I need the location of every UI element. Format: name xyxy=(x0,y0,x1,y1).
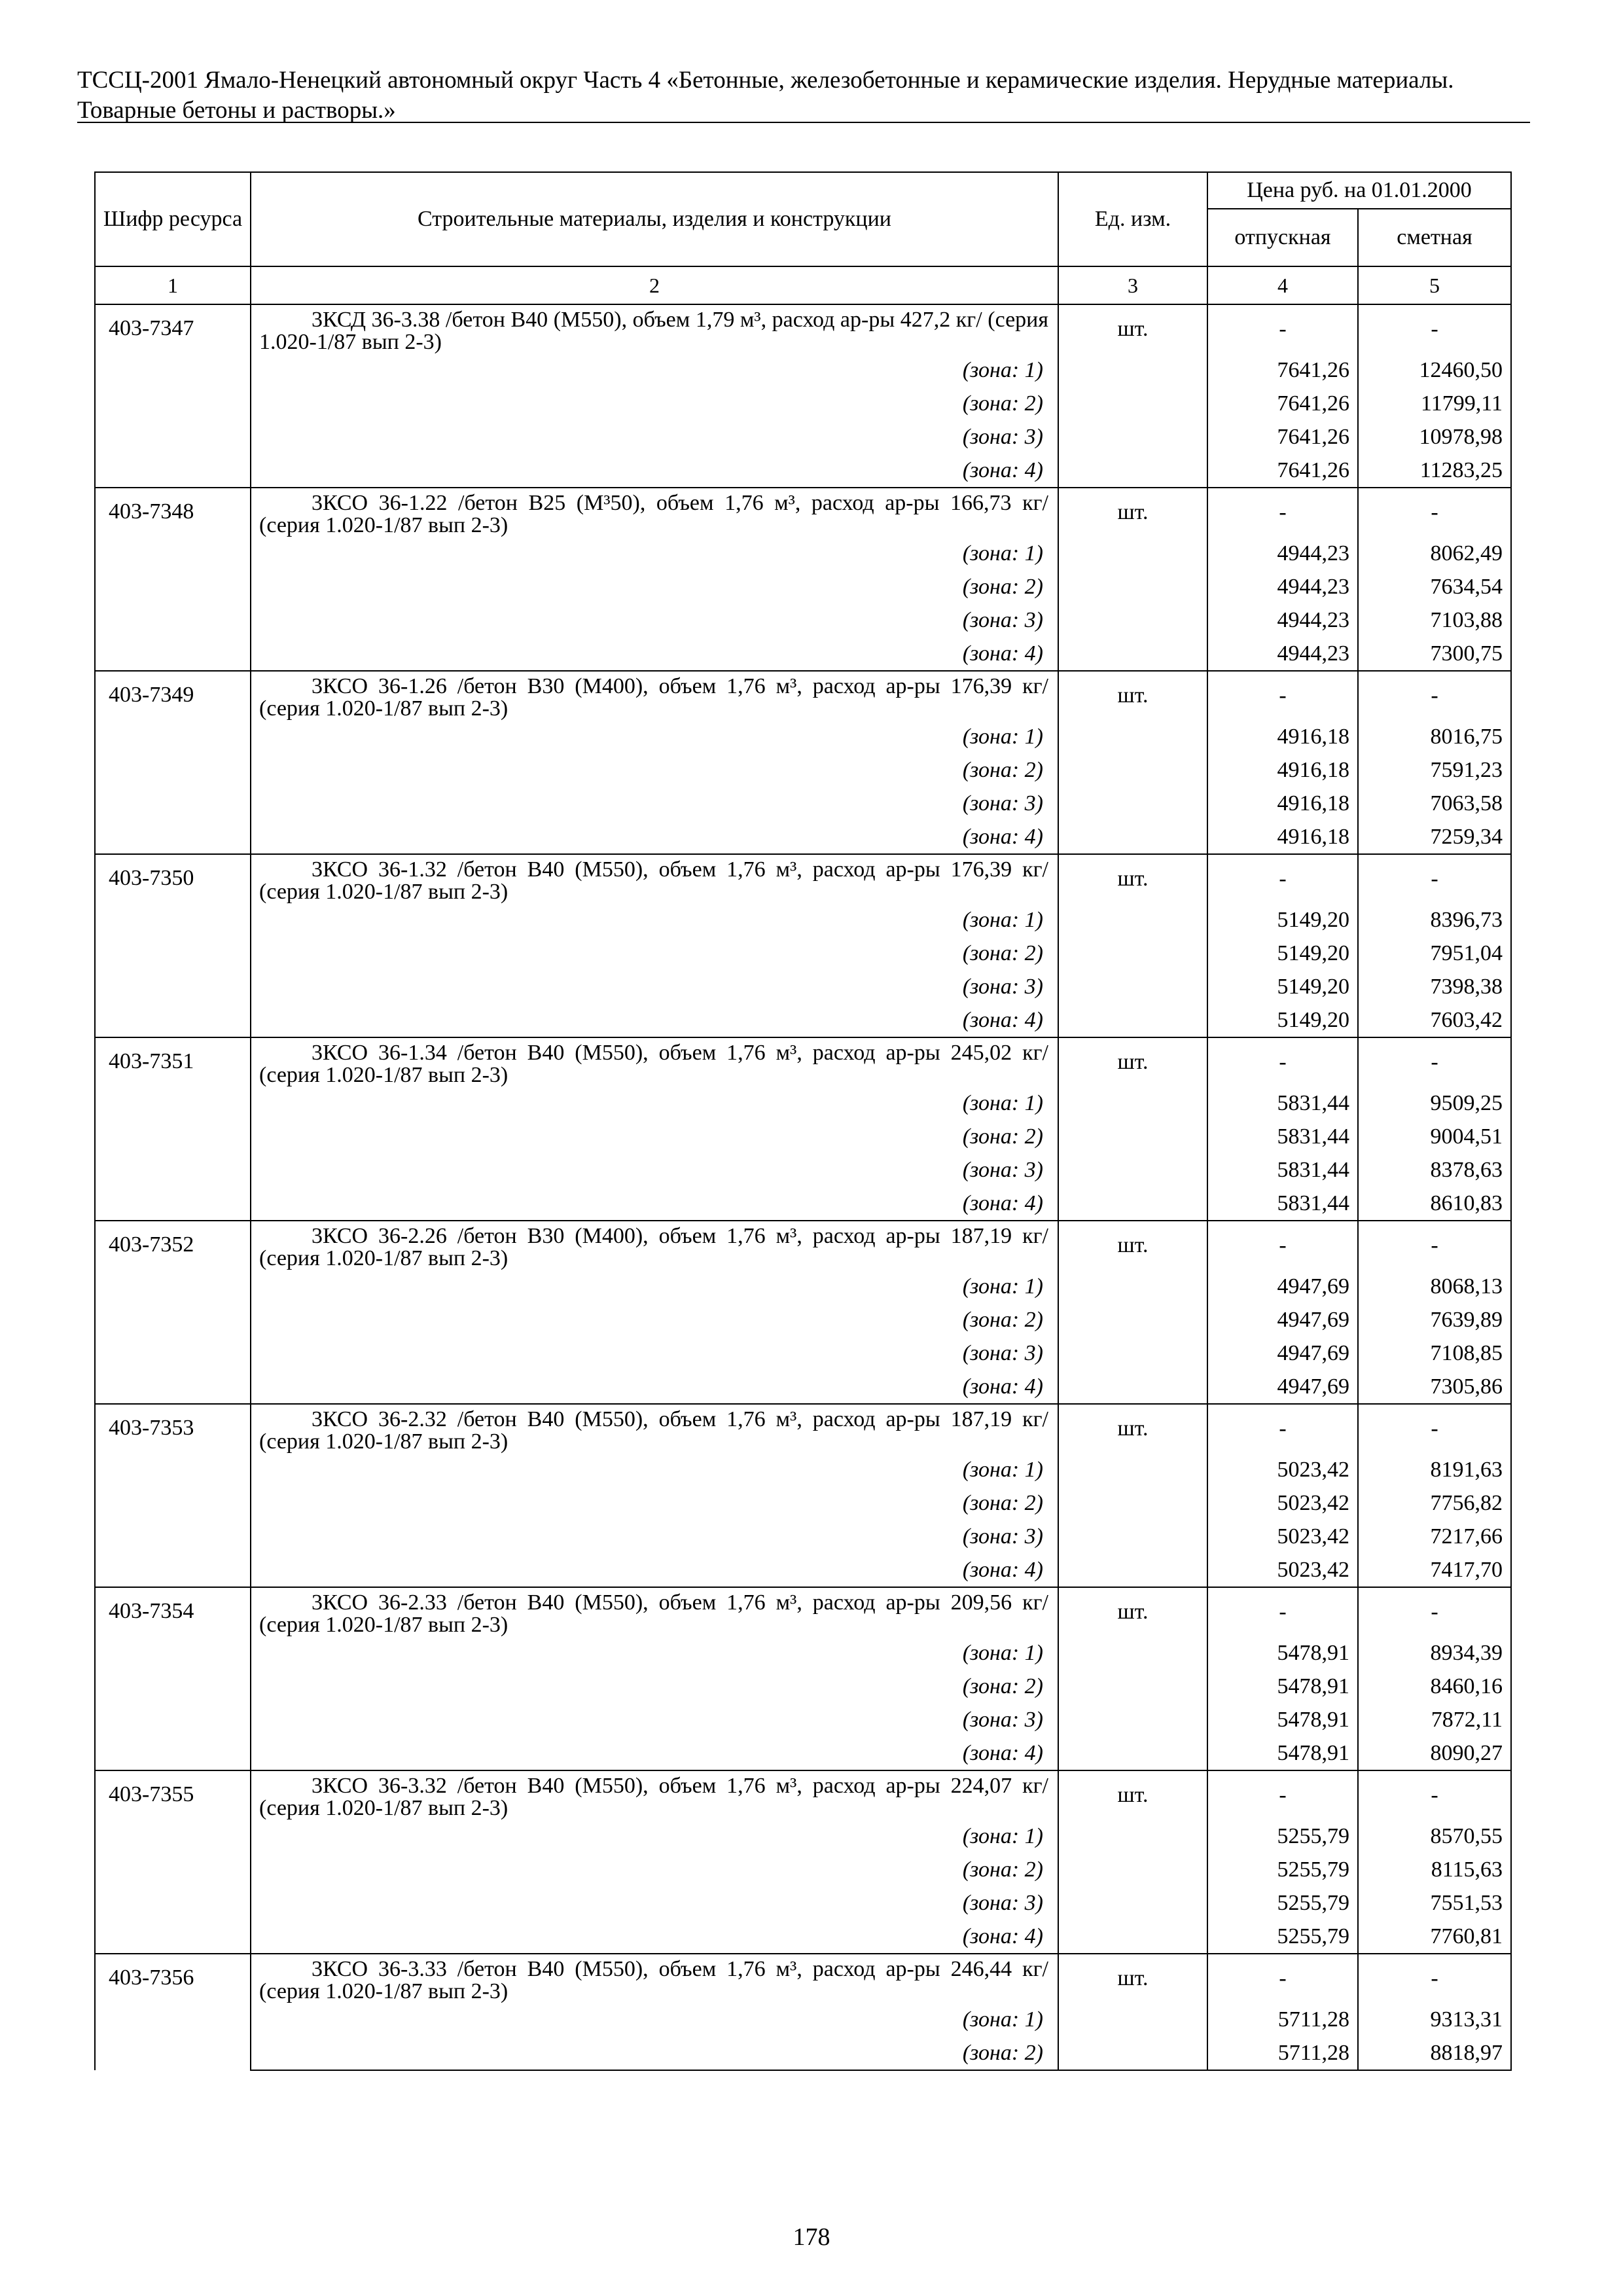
zone-label: (зона: 4) xyxy=(251,1187,1058,1221)
zone-estimate-price: 8460,16 xyxy=(1358,1670,1511,1703)
resource-code: 403-7350 xyxy=(95,854,251,1037)
zone-estimate-price: 7760,81 xyxy=(1358,1920,1511,1954)
zone-release-price: 5255,79 xyxy=(1207,1920,1358,1954)
table-row xyxy=(95,1404,1511,1453)
material-description-text: 3КСО 36-1.26 /бетон В30 (М400), объем 1,76 м³, расход ар-ры 176,39 кг/ (серия 1.020-1/87 вып 2-3) xyxy=(259,674,1048,721)
col-header-unit: Ед. изм. xyxy=(1058,172,1207,266)
zone-estimate-price: 7217,66 xyxy=(1358,1520,1511,1553)
zone-release-price: 5831,44 xyxy=(1207,1187,1358,1221)
zone-release-price: 5023,42 xyxy=(1207,1453,1358,1486)
zone-estimate-price: 10978,98 xyxy=(1358,420,1511,454)
release-price: - xyxy=(1207,671,1358,720)
zone-label: (зона: 4) xyxy=(251,1920,1058,1954)
zone-release-price: 7641,26 xyxy=(1207,454,1358,488)
estimate-price: - xyxy=(1358,1587,1511,1636)
zone-label: (зона: 3) xyxy=(251,603,1058,637)
zone-label: (зона: 3) xyxy=(251,1520,1058,1553)
zone-unit xyxy=(1058,1086,1207,1120)
material-description xyxy=(251,1587,1058,1636)
material-description xyxy=(251,1770,1058,1820)
zone-release-price: 5023,42 xyxy=(1207,1486,1358,1520)
table-row xyxy=(95,1770,1511,1820)
zone-release-price: 7641,26 xyxy=(1207,420,1358,454)
zone-release-price: 4947,69 xyxy=(1207,1270,1358,1303)
zone-row xyxy=(95,1370,1511,1404)
table-body xyxy=(95,304,1511,2070)
resource-code: 403-7349 xyxy=(95,671,251,854)
zone-row xyxy=(95,1153,1511,1187)
zone-unit xyxy=(1058,820,1207,854)
table-row xyxy=(95,854,1511,903)
zone-row xyxy=(95,387,1511,420)
zone-row xyxy=(95,1636,1511,1670)
zone-release-price: 5831,44 xyxy=(1207,1086,1358,1120)
price-table xyxy=(94,171,1512,2071)
zone-estimate-price: 8610,83 xyxy=(1358,1187,1511,1221)
material-description-text: 3КСО 36-3.32 /бетон В40 (М550), объем 1,76 м³, расход ар-ры 224,07 кг/ (серия 1.020-1/87 вып 2-3) xyxy=(259,1774,1048,1820)
zone-estimate-price: 7591,23 xyxy=(1358,753,1511,787)
zone-row xyxy=(95,1553,1511,1587)
zone-estimate-price: 8016,75 xyxy=(1358,720,1511,753)
zone-label: (зона: 1) xyxy=(251,903,1058,937)
zone-unit xyxy=(1058,1270,1207,1303)
zone-label: (зона: 1) xyxy=(251,353,1058,387)
header-line-1: ТССЦ-2001 Ямало-Ненецкий автономный округ Часть 4 «Бетонные, железобетонные и керамические изделия. Нерудные материалы. xyxy=(77,67,1454,94)
zone-estimate-price: 7103,88 xyxy=(1358,603,1511,637)
col-header-price: Цена руб. на 01.01.2000 xyxy=(1207,172,1511,209)
zone-label: (зона: 3) xyxy=(251,1703,1058,1736)
estimate-price: - xyxy=(1358,671,1511,720)
zone-unit xyxy=(1058,387,1207,420)
zone-unit xyxy=(1058,753,1207,787)
zone-unit xyxy=(1058,2003,1207,2036)
material-description xyxy=(251,854,1058,903)
unit: шт. xyxy=(1058,854,1207,903)
zone-unit xyxy=(1058,1453,1207,1486)
zone-unit xyxy=(1058,454,1207,488)
zone-row xyxy=(95,970,1511,1003)
estimate-price: - xyxy=(1358,1954,1511,2003)
zone-row xyxy=(95,454,1511,488)
zone-estimate-price: 9509,25 xyxy=(1358,1086,1511,1120)
zone-estimate-price: 12460,50 xyxy=(1358,353,1511,387)
zone-label: (зона: 3) xyxy=(251,420,1058,454)
zone-release-price: 4947,69 xyxy=(1207,1336,1358,1370)
zone-row xyxy=(95,537,1511,570)
resource-code: 403-7348 xyxy=(95,488,251,671)
estimate-price: - xyxy=(1358,854,1511,903)
zone-label: (зона: 1) xyxy=(251,1453,1058,1486)
table-row xyxy=(95,488,1511,537)
zone-label: (зона: 2) xyxy=(251,387,1058,420)
unit: шт. xyxy=(1058,1770,1207,1820)
col-number-2: 2 xyxy=(251,266,1058,304)
zone-row xyxy=(95,1336,1511,1370)
zone-unit xyxy=(1058,970,1207,1003)
zone-row xyxy=(95,1670,1511,1703)
zone-label: (зона: 1) xyxy=(251,1636,1058,1670)
zone-row xyxy=(95,1120,1511,1153)
zone-estimate-price: 8191,63 xyxy=(1358,1453,1511,1486)
zone-label: (зона: 2) xyxy=(251,1670,1058,1703)
zone-row xyxy=(95,1886,1511,1920)
zone-unit xyxy=(1058,720,1207,753)
zone-row xyxy=(95,1703,1511,1736)
col-header-release: отпускная xyxy=(1207,209,1358,266)
zone-release-price: 4944,23 xyxy=(1207,570,1358,603)
document-header xyxy=(77,65,1517,126)
zone-unit xyxy=(1058,1003,1207,1037)
zone-label: (зона: 4) xyxy=(251,1370,1058,1404)
zone-unit xyxy=(1058,637,1207,671)
zone-release-price: 5149,20 xyxy=(1207,937,1358,970)
zone-label: (зона: 2) xyxy=(251,1853,1058,1886)
zone-label: (зона: 4) xyxy=(251,1553,1058,1587)
zone-unit xyxy=(1058,2036,1207,2070)
col-number-1: 1 xyxy=(95,266,251,304)
zone-unit xyxy=(1058,937,1207,970)
zone-estimate-price: 7063,58 xyxy=(1358,787,1511,820)
zone-release-price: 5149,20 xyxy=(1207,1003,1358,1037)
zone-estimate-price: 8934,39 xyxy=(1358,1636,1511,1670)
zone-unit xyxy=(1058,1636,1207,1670)
zone-unit xyxy=(1058,1486,1207,1520)
header-line-2: Товарные бетоны и растворы.» xyxy=(77,97,396,124)
zone-estimate-price: 7417,70 xyxy=(1358,1553,1511,1587)
release-price: - xyxy=(1207,1037,1358,1086)
zone-estimate-price: 7634,54 xyxy=(1358,570,1511,603)
zone-release-price: 5478,91 xyxy=(1207,1636,1358,1670)
zone-release-price: 4916,18 xyxy=(1207,820,1358,854)
zone-label: (зона: 4) xyxy=(251,1736,1058,1770)
zone-unit xyxy=(1058,1153,1207,1187)
release-price: - xyxy=(1207,1954,1358,2003)
table-row xyxy=(95,671,1511,720)
zone-release-price: 4944,23 xyxy=(1207,537,1358,570)
resource-code: 403-7355 xyxy=(95,1770,251,1954)
material-description xyxy=(251,671,1058,720)
zone-release-price: 5255,79 xyxy=(1207,1886,1358,1920)
zone-unit xyxy=(1058,1370,1207,1404)
table-row xyxy=(95,304,1511,353)
zone-row xyxy=(95,937,1511,970)
material-description xyxy=(251,1037,1058,1086)
zone-release-price: 4916,18 xyxy=(1207,787,1358,820)
zone-row xyxy=(95,353,1511,387)
table-row xyxy=(95,1954,1511,2003)
zone-label: (зона: 3) xyxy=(251,1153,1058,1187)
unit: шт. xyxy=(1058,1587,1207,1636)
zone-label: (зона: 4) xyxy=(251,454,1058,488)
zone-release-price: 5478,91 xyxy=(1207,1703,1358,1736)
estimate-price: - xyxy=(1358,1221,1511,1270)
col-header-code: Шифр ресурса xyxy=(95,172,251,266)
zone-unit xyxy=(1058,1553,1207,1587)
zone-label: (зона: 2) xyxy=(251,1120,1058,1153)
zone-estimate-price: 7108,85 xyxy=(1358,1336,1511,1370)
resource-code: 403-7354 xyxy=(95,1587,251,1770)
zone-label: (зона: 2) xyxy=(251,1303,1058,1336)
zone-row xyxy=(95,1736,1511,1770)
zone-unit xyxy=(1058,787,1207,820)
zone-estimate-price: 8570,55 xyxy=(1358,1820,1511,1853)
zone-row xyxy=(95,2036,1511,2070)
zone-estimate-price: 7603,42 xyxy=(1358,1003,1511,1037)
zone-release-price: 5255,79 xyxy=(1207,1820,1358,1853)
zone-estimate-price: 7756,82 xyxy=(1358,1486,1511,1520)
zone-label: (зона: 2) xyxy=(251,570,1058,603)
zone-estimate-price: 9313,31 xyxy=(1358,2003,1511,2036)
zone-release-price: 4947,69 xyxy=(1207,1370,1358,1404)
material-description xyxy=(251,488,1058,537)
header-rule xyxy=(77,122,1530,123)
release-price: - xyxy=(1207,304,1358,353)
zone-row xyxy=(95,2003,1511,2036)
material-description-text: 3КСО 36-1.22 /бетон В25 (М³50), объем 1,76 м³, расход ар-ры 166,73 кг/ (серия 1.020-1/87 вып 2-3) xyxy=(259,491,1048,537)
zone-row xyxy=(95,903,1511,937)
zone-estimate-price: 8378,63 xyxy=(1358,1153,1511,1187)
release-price: - xyxy=(1207,1221,1358,1270)
zone-release-price: 5478,91 xyxy=(1207,1670,1358,1703)
unit: шт. xyxy=(1058,671,1207,720)
zone-estimate-price: 7872,11 xyxy=(1358,1703,1511,1736)
zone-release-price: 4944,23 xyxy=(1207,637,1358,671)
zone-unit xyxy=(1058,1820,1207,1853)
zone-unit xyxy=(1058,1736,1207,1770)
zone-row xyxy=(95,1303,1511,1336)
zone-label: (зона: 3) xyxy=(251,970,1058,1003)
zone-estimate-price: 8068,13 xyxy=(1358,1270,1511,1303)
col-header-name: Строительные материалы, изделия и конструкции xyxy=(251,172,1058,266)
zone-release-price: 7641,26 xyxy=(1207,387,1358,420)
release-price: - xyxy=(1207,488,1358,537)
zone-row xyxy=(95,570,1511,603)
zone-estimate-price: 8090,27 xyxy=(1358,1736,1511,1770)
zone-unit xyxy=(1058,1187,1207,1221)
zone-unit xyxy=(1058,903,1207,937)
zone-estimate-price: 8818,97 xyxy=(1358,2036,1511,2070)
zone-row xyxy=(95,420,1511,454)
zone-label: (зона: 4) xyxy=(251,1003,1058,1037)
zone-row xyxy=(95,1486,1511,1520)
zone-release-price: 5478,91 xyxy=(1207,1736,1358,1770)
estimate-price: - xyxy=(1358,488,1511,537)
zone-release-price: 5711,28 xyxy=(1207,2003,1358,2036)
zone-unit xyxy=(1058,1303,1207,1336)
release-price: - xyxy=(1207,1404,1358,1453)
zone-row xyxy=(95,1853,1511,1886)
zone-unit xyxy=(1058,1120,1207,1153)
zone-unit xyxy=(1058,603,1207,637)
zone-label: (зона: 1) xyxy=(251,720,1058,753)
zone-unit xyxy=(1058,420,1207,454)
zone-label: (зона: 1) xyxy=(251,537,1058,570)
material-description xyxy=(251,304,1058,353)
resource-code: 403-7353 xyxy=(95,1404,251,1587)
material-description-text: 3КСО 36-1.32 /бетон В40 (М550), объем 1,76 м³, расход ар-ры 176,39 кг/ (серия 1.020-1/87 вып 2-3) xyxy=(259,857,1048,904)
col-header-estimate: сметная xyxy=(1358,209,1511,266)
zone-row xyxy=(95,1820,1511,1853)
zone-label: (зона: 2) xyxy=(251,2036,1058,2070)
zone-row xyxy=(95,1270,1511,1303)
zone-row xyxy=(95,1453,1511,1486)
zone-row xyxy=(95,1086,1511,1120)
unit: шт. xyxy=(1058,1954,1207,2003)
material-description-text: 3КСО 36-2.33 /бетон В40 (М550), объем 1,76 м³, расход ар-ры 209,56 кг/ (серия 1.020-1/87 вып 2-3) xyxy=(259,1590,1048,1637)
zone-release-price: 5711,28 xyxy=(1207,2036,1358,2070)
zone-label: (зона: 1) xyxy=(251,1086,1058,1120)
zone-label: (зона: 3) xyxy=(251,787,1058,820)
zone-release-price: 5831,44 xyxy=(1207,1120,1358,1153)
zone-label: (зона: 2) xyxy=(251,753,1058,787)
resource-code: 403-7351 xyxy=(95,1037,251,1221)
zone-unit xyxy=(1058,570,1207,603)
unit: шт. xyxy=(1058,304,1207,353)
resource-code: 403-7356 xyxy=(95,1954,251,2070)
zone-estimate-price: 8115,63 xyxy=(1358,1853,1511,1886)
zone-row xyxy=(95,637,1511,671)
unit: шт. xyxy=(1058,1037,1207,1086)
col-number-4: 4 xyxy=(1207,266,1358,304)
zone-release-price: 4947,69 xyxy=(1207,1303,1358,1336)
zone-row xyxy=(95,603,1511,637)
unit: шт. xyxy=(1058,1404,1207,1453)
table-row xyxy=(95,1221,1511,1270)
zone-estimate-price: 7951,04 xyxy=(1358,937,1511,970)
zone-row xyxy=(95,787,1511,820)
resource-code: 403-7352 xyxy=(95,1221,251,1404)
material-description-text: 3КСД 36-3.38 /бетон В40 (М550), объем 1,79 м³, расход ар-ры 427,2 кг/ (серия 1.020-1/87 вып 2-3) xyxy=(259,308,1048,354)
zone-row xyxy=(95,753,1511,787)
estimate-price: - xyxy=(1358,1770,1511,1820)
material-description-text: 3КСО 36-2.26 /бетон В30 (М400), объем 1,76 м³, расход ар-ры 187,19 кг/ (серия 1.020-1/87 вып 2-3) xyxy=(259,1224,1048,1270)
release-price: - xyxy=(1207,1770,1358,1820)
unit: шт. xyxy=(1058,1221,1207,1270)
resource-code: 403-7347 xyxy=(95,304,251,488)
material-description xyxy=(251,1404,1058,1453)
zone-release-price: 4916,18 xyxy=(1207,753,1358,787)
zone-estimate-price: 11283,25 xyxy=(1358,454,1511,488)
zone-label: (зона: 1) xyxy=(251,2003,1058,2036)
zone-unit xyxy=(1058,1853,1207,1886)
estimate-price: - xyxy=(1358,1037,1511,1086)
zone-label: (зона: 3) xyxy=(251,1336,1058,1370)
zone-estimate-price: 7300,75 xyxy=(1358,637,1511,671)
unit: шт. xyxy=(1058,488,1207,537)
zone-release-price: 5023,42 xyxy=(1207,1553,1358,1587)
zone-release-price: 4916,18 xyxy=(1207,720,1358,753)
zone-label: (зона: 4) xyxy=(251,637,1058,671)
material-description-text: 3КСО 36-3.33 /бетон В40 (М550), объем 1,76 м³, расход ар-ры 246,44 кг/ (серия 1.020-1/87 вып 2-3) xyxy=(259,1957,1048,2003)
zone-estimate-price: 8062,49 xyxy=(1358,537,1511,570)
page-number: 178 xyxy=(793,2223,830,2251)
col-number-3: 3 xyxy=(1058,266,1207,304)
zone-unit xyxy=(1058,1336,1207,1370)
zone-label: (зона: 1) xyxy=(251,1820,1058,1853)
table-row xyxy=(95,1037,1511,1086)
zone-estimate-price: 11799,11 xyxy=(1358,387,1511,420)
zone-release-price: 5023,42 xyxy=(1207,1520,1358,1553)
zone-unit xyxy=(1058,537,1207,570)
release-price: - xyxy=(1207,854,1358,903)
col-number-5: 5 xyxy=(1358,266,1511,304)
zone-release-price: 5831,44 xyxy=(1207,1153,1358,1187)
zone-unit xyxy=(1058,1920,1207,1954)
zone-estimate-price: 7259,34 xyxy=(1358,820,1511,854)
zone-unit xyxy=(1058,1703,1207,1736)
zone-estimate-price: 9004,51 xyxy=(1358,1120,1511,1153)
zone-release-price: 5255,79 xyxy=(1207,1853,1358,1886)
zone-row xyxy=(95,720,1511,753)
zone-unit xyxy=(1058,353,1207,387)
zone-label: (зона: 2) xyxy=(251,1486,1058,1520)
zone-row xyxy=(95,820,1511,854)
zone-unit xyxy=(1058,1670,1207,1703)
zone-row xyxy=(95,1003,1511,1037)
estimate-price: - xyxy=(1358,1404,1511,1453)
material-description xyxy=(251,1954,1058,2003)
zone-label: (зона: 1) xyxy=(251,1270,1058,1303)
zone-unit xyxy=(1058,1886,1207,1920)
zone-label: (зона: 4) xyxy=(251,820,1058,854)
material-description xyxy=(251,1221,1058,1270)
zone-release-price: 7641,26 xyxy=(1207,353,1358,387)
material-description-text: 3КСО 36-1.34 /бетон В40 (М550), объем 1,76 м³, расход ар-ры 245,02 кг/ (серия 1.020-1/87 вып 2-3) xyxy=(259,1041,1048,1087)
zone-label: (зона: 3) xyxy=(251,1886,1058,1920)
zone-unit xyxy=(1058,1520,1207,1553)
material-description-text: 3КСО 36-2.32 /бетон В40 (М550), объем 1,76 м³, расход ар-ры 187,19 кг/ (серия 1.020-1/87 вып 2-3) xyxy=(259,1407,1048,1454)
zone-release-price: 4944,23 xyxy=(1207,603,1358,637)
zone-estimate-price: 7551,53 xyxy=(1358,1886,1511,1920)
zone-estimate-price: 7305,86 xyxy=(1358,1370,1511,1404)
zone-estimate-price: 8396,73 xyxy=(1358,903,1511,937)
zone-row xyxy=(95,1187,1511,1221)
zone-estimate-price: 7398,38 xyxy=(1358,970,1511,1003)
release-price: - xyxy=(1207,1587,1358,1636)
table-row xyxy=(95,1587,1511,1636)
zone-row xyxy=(95,1520,1511,1553)
zone-release-price: 5149,20 xyxy=(1207,903,1358,937)
zone-estimate-price: 7639,89 xyxy=(1358,1303,1511,1336)
zone-row xyxy=(95,1920,1511,1954)
zone-label: (зона: 2) xyxy=(251,937,1058,970)
estimate-price: - xyxy=(1358,304,1511,353)
zone-release-price: 5149,20 xyxy=(1207,970,1358,1003)
